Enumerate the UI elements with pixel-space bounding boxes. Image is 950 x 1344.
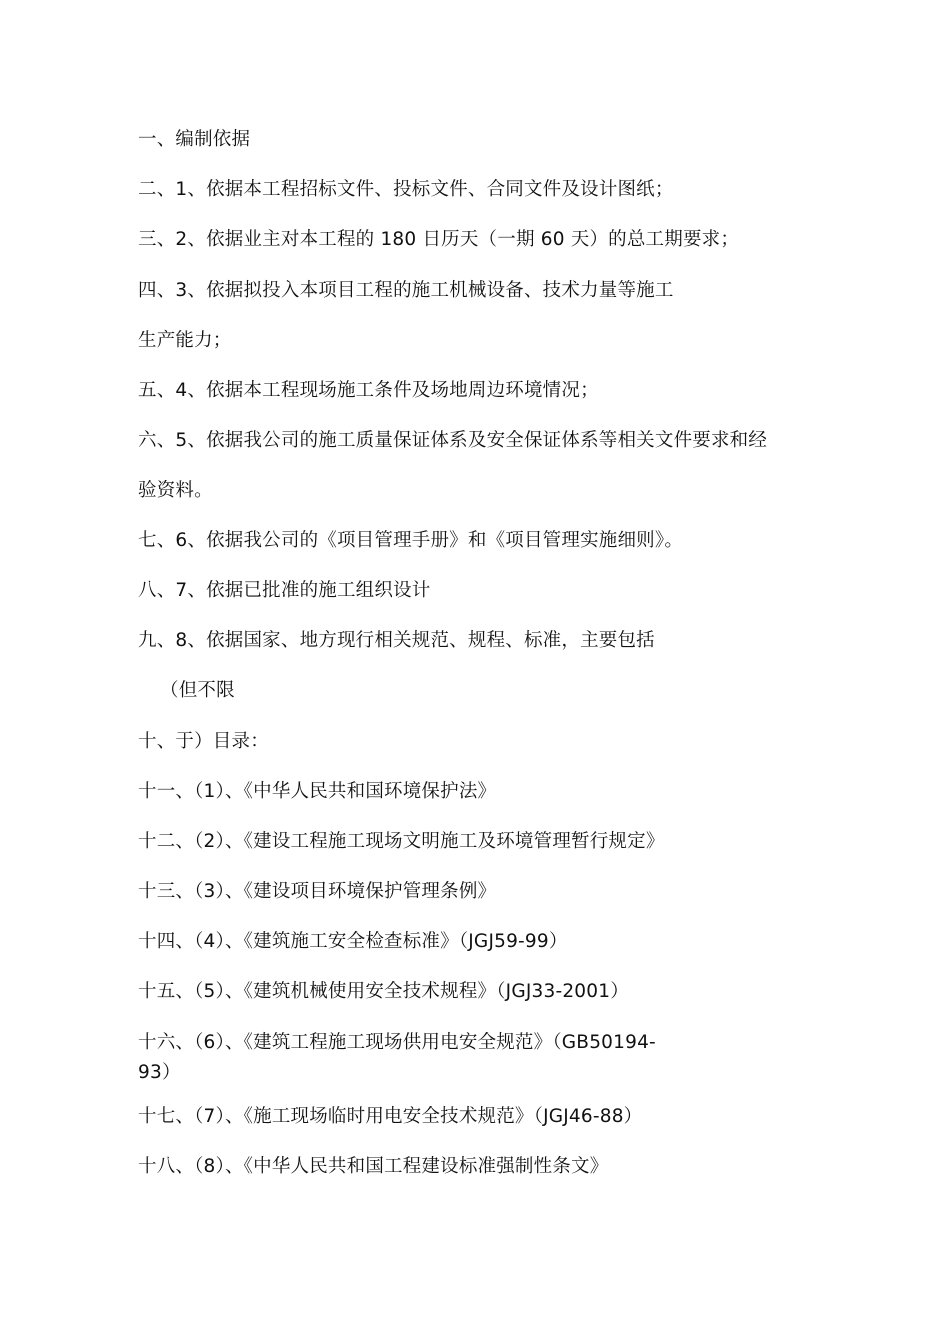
regulation-item-1: 十一、（1）、《中华人民共和国环境保护法》 [138, 781, 497, 802]
basis-item-5-cont: 验资料。 [138, 480, 213, 501]
regulation-item-8: 十八、（8）、《中华人民共和国工程建设标准强制性条文》 [138, 1156, 609, 1177]
basis-item-7: 八、7、依据已批准的施工组织设计 [138, 580, 431, 601]
basis-item-3-cont: 生产能力； [138, 330, 232, 351]
basis-item-4: 五、4、依据本工程现场施工条件及场地周边环境情况； [138, 380, 599, 401]
regulation-item-3: 十三、（3）、《建设项目环境保护管理条例》 [138, 881, 497, 902]
basis-item-6: 七、6、依据我公司的《项目管理手册》和《项目管理实施细则》。 [138, 530, 684, 551]
basis-item-3: 四、3、依据拟投入本项目工程的施工机械设备、技术力量等施工 [138, 280, 674, 301]
basis-item-1: 二、1、依据本工程招标文件、投标文件、合同文件及设计图纸； [138, 179, 674, 200]
regulation-item-6-cont: 93） [138, 1062, 181, 1083]
basis-item-8: 九、8、依据国家、地方现行相关规范、规程、标准，主要包括 [138, 630, 655, 651]
regulation-item-7: 十七、（7）、《施工现场临时用电安全技术规范》（JGJ46-88） [138, 1106, 643, 1127]
basis-item-2: 三、2、依据业主对本工程的 180 日历天（一期 60 天）的总工期要求； [138, 229, 740, 250]
basis-item-5: 六、5、依据我公司的施工质量保证体系及安全保证体系等相关文件要求和经 [138, 430, 768, 451]
catalog-heading: 十、于）目录： [138, 731, 269, 752]
section-heading: 一、编制依据 [138, 129, 251, 150]
regulation-item-4: 十四、（4）、《建筑施工安全检查标准》（JGJ59-99） [138, 931, 568, 952]
regulation-item-5: 十五、（5）、《建筑机械使用安全技术规程》（JGJ33-2001） [138, 981, 629, 1002]
regulation-item-6: 十六、（6）、《建筑工程施工现场供用电安全规范》（GB50194- [138, 1032, 656, 1053]
regulation-item-2: 十二、（2）、《建设工程施工现场文明施工及环境管理暂行规定》 [138, 831, 665, 852]
basis-item-8-cont: （但不限 [160, 680, 235, 701]
